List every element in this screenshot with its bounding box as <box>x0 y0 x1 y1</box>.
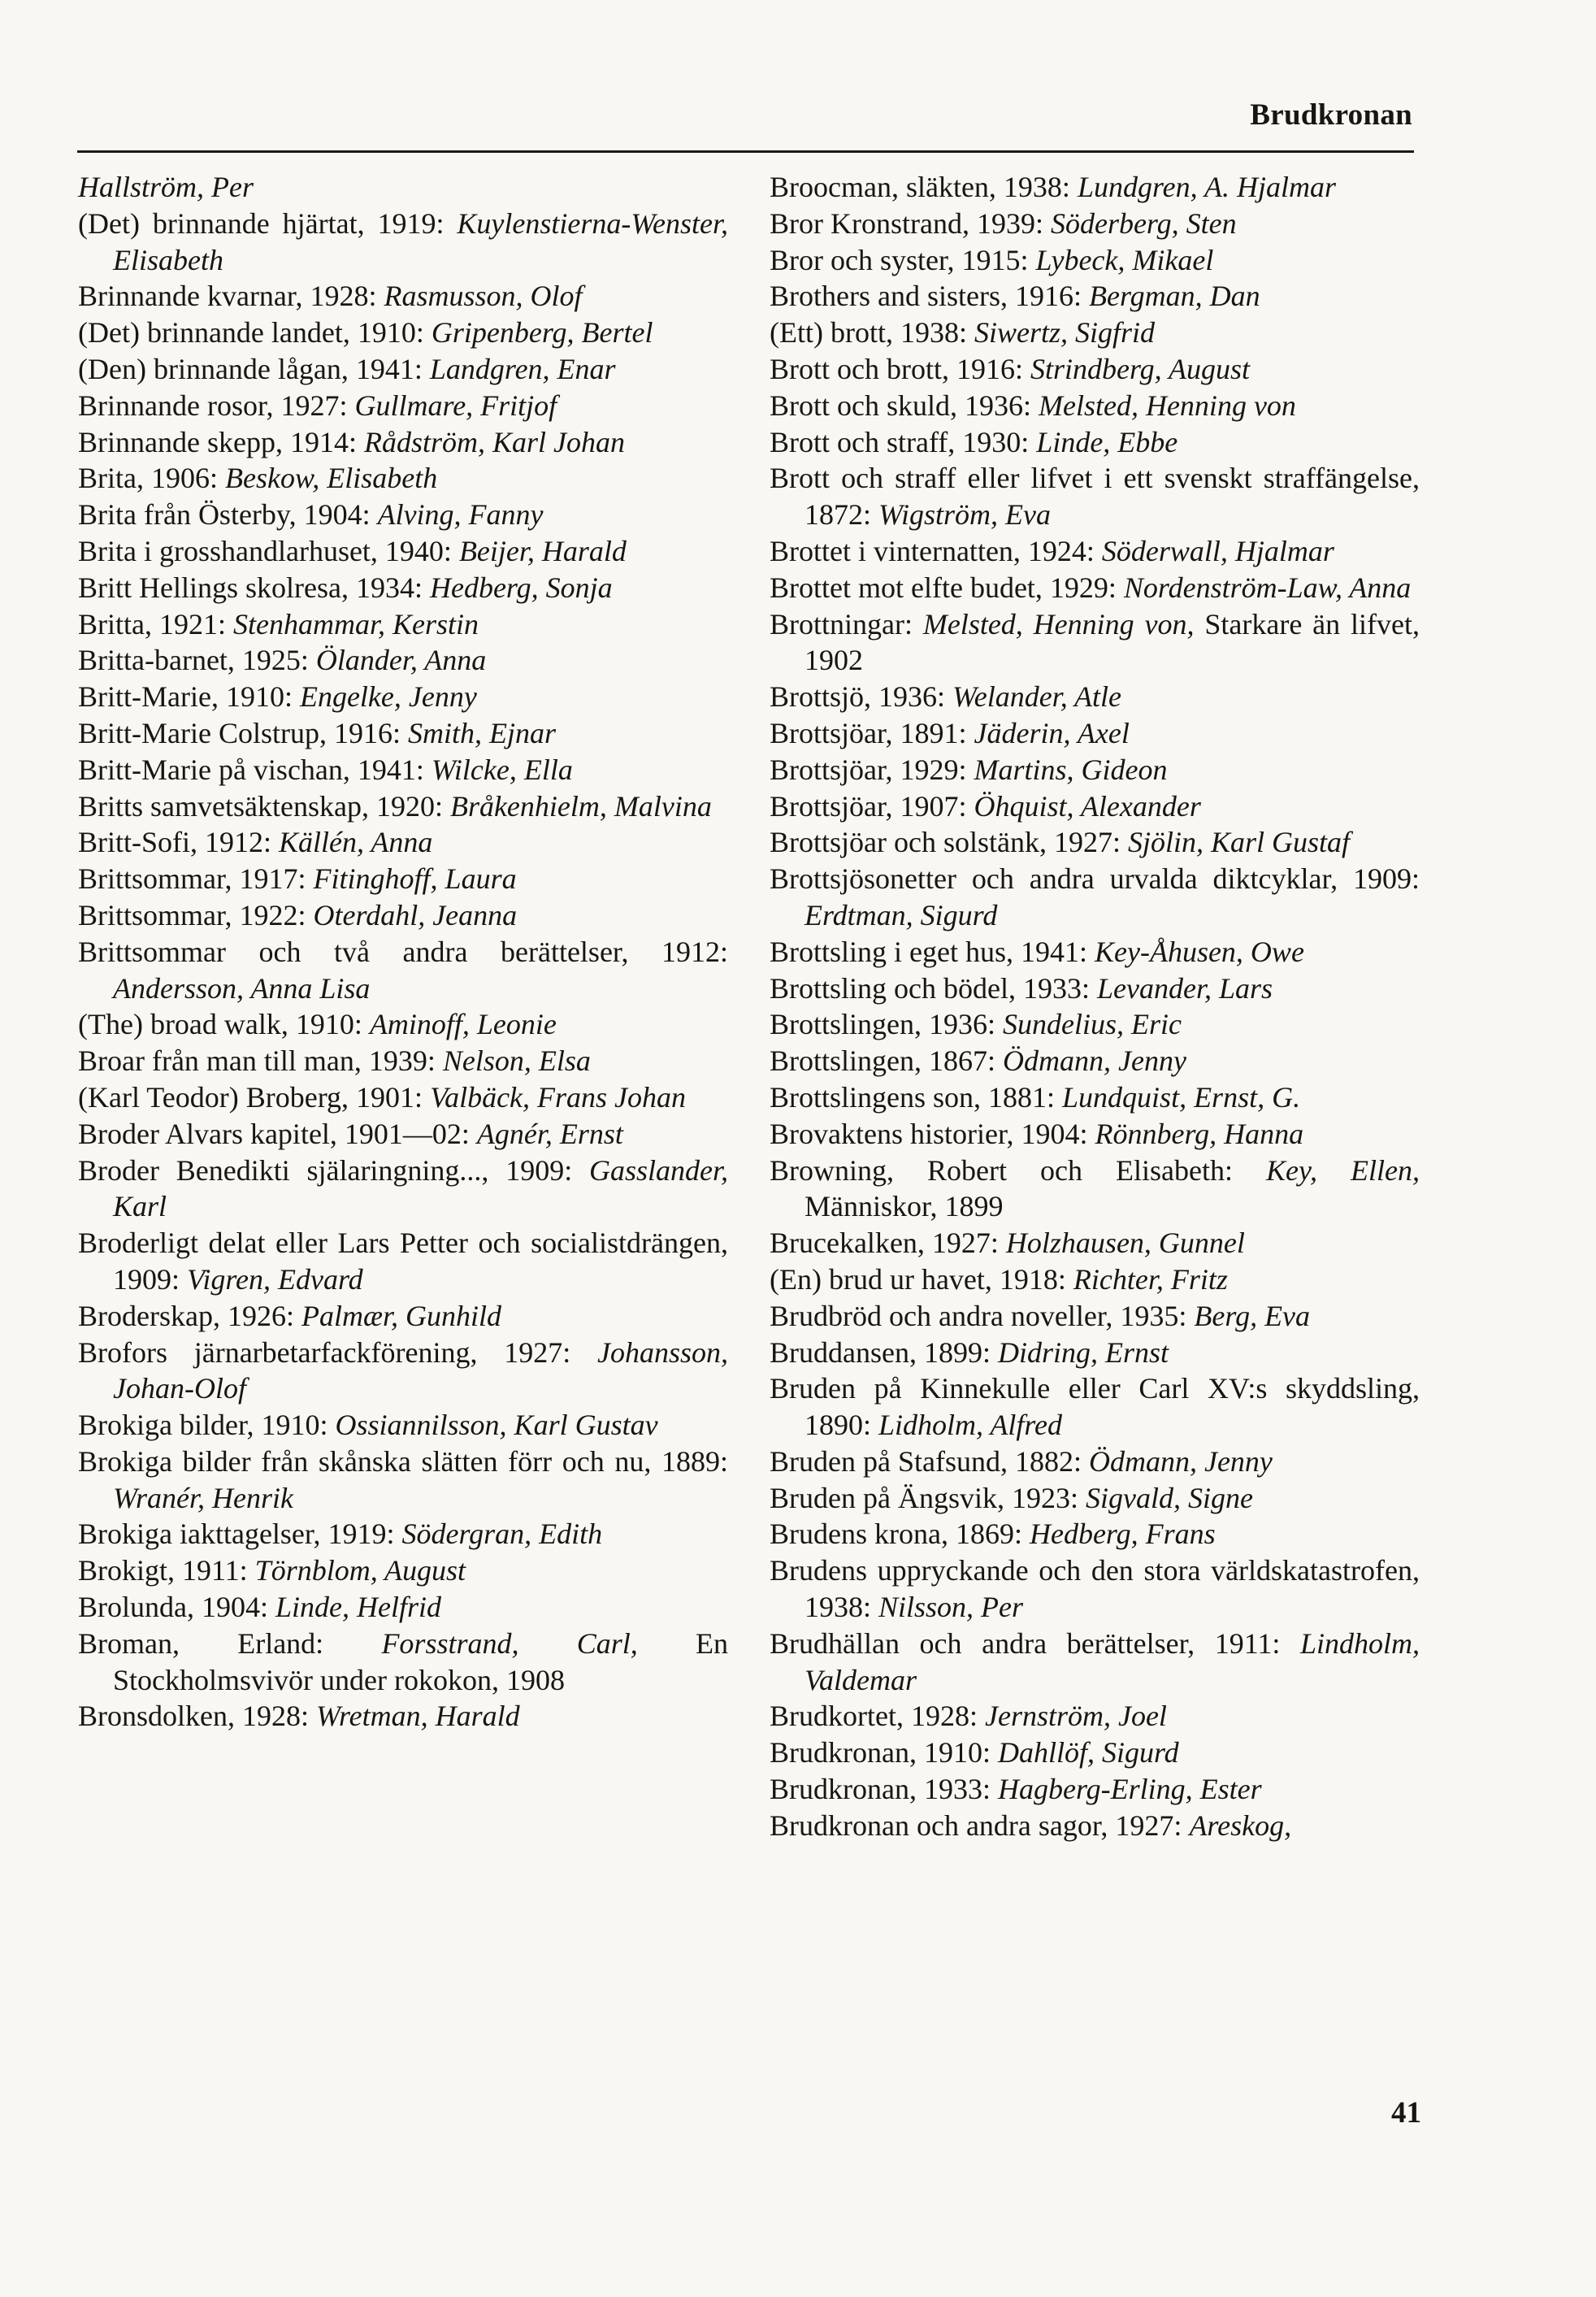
index-entry <box>78 497 728 533</box>
entry-author: Beskow, Elisabeth <box>224 462 438 495</box>
entry-author: Linde, Helfrid <box>275 1591 441 1624</box>
index-entry <box>770 1698 1420 1735</box>
entry-author: Lybeck, Mikael <box>1035 243 1214 276</box>
entry-author: Key-Åhusen, Owe <box>1095 935 1304 968</box>
entry-author: Valbäck, Frans Johan <box>430 1080 687 1114</box>
entry-author: Ödmann, Jenny <box>1088 1444 1273 1478</box>
entry-note: Starkare än lifvet, 1902 <box>805 607 1420 677</box>
entry-author: Erdtman, Sigurd <box>805 898 998 931</box>
entry-author: Didring, Ernst <box>997 1335 1169 1369</box>
index-entry <box>770 1153 1420 1226</box>
index-entry <box>78 1116 728 1153</box>
entry-title: Brottsjö, 1936: <box>770 680 953 714</box>
entry-author: Sjölin, Karl Gustaf <box>1127 826 1351 859</box>
entry-title: Brottsjöar, 1907: <box>770 789 974 823</box>
entry-author: Johansson, Johan-Olof <box>113 1335 728 1405</box>
entry-title: Brudkronan, 1933: <box>770 1773 998 1806</box>
entry-title: (Ett) brott, 1938: <box>770 316 974 350</box>
entry-author: Richter, Fritz <box>1073 1262 1228 1296</box>
entry-author: Söderwall, Hjalmar <box>1101 534 1334 567</box>
index-entry <box>78 824 728 861</box>
index-entry <box>770 1225 1420 1261</box>
index-entry <box>770 1006 1420 1043</box>
entry-title: (Det) brinnande landet, 1910: <box>78 316 432 350</box>
entry-title: Broderskap, 1926: <box>78 1299 301 1332</box>
entry-author: Hedberg, Frans <box>1029 1518 1216 1551</box>
entry-title: Brottslingen, 1936: <box>770 1008 1003 1041</box>
index-entry <box>78 1589 728 1626</box>
entry-title: Brita, 1906: <box>78 462 225 495</box>
entry-author: Fitinghoff, Laura <box>313 862 517 896</box>
entry-author: Gullmare, Fritjof <box>354 389 557 422</box>
entry-title: Brittsommar, 1922: <box>78 898 314 931</box>
index-entry <box>770 533 1420 570</box>
entry-author: Lidholm, Alfred <box>878 1409 1063 1442</box>
entry-author: Holzhausen, Gunnel <box>1005 1227 1245 1260</box>
entry-title: Brudhällan och andra berättelser, 1911: <box>770 1626 1300 1660</box>
entry-author: Öhquist, Alexander <box>974 789 1201 823</box>
entry-title: Brudens uppryckande och den stora världskatastrofen, 1938: <box>770 1554 1420 1624</box>
entry-title: Broder Benedikti själaringning..., 1909: <box>78 1153 589 1187</box>
index-entry <box>770 1516 1420 1552</box>
index-entry <box>78 1516 728 1552</box>
entry-title: Britta, 1921: <box>78 607 233 640</box>
index-entry <box>78 1153 728 1226</box>
entry-author: Källén, Anna <box>279 826 433 859</box>
entry-author: Ölander, Anna <box>315 644 487 677</box>
entry-title: Browning, Robert och Elisabeth: <box>770 1153 1266 1187</box>
entry-author: Key, Ellen, <box>1266 1153 1420 1187</box>
entry-author: Hallström, Per <box>78 171 254 203</box>
index-entry <box>78 934 728 1007</box>
index-entry <box>770 206 1420 242</box>
index-entry <box>78 1444 728 1517</box>
entry-title: Brottet i vinternatten, 1924: <box>770 534 1102 567</box>
entry-author: Oterdahl, Jeanna <box>313 898 518 931</box>
entry-title: Brita från Österby, 1904: <box>78 498 378 532</box>
index-entry <box>78 1626 728 1699</box>
entry-title: Bror och syster, 1915: <box>770 243 1036 276</box>
entry-author: Söderberg, Sten <box>1050 206 1237 240</box>
entry-title: Bror Kronstrand, 1939: <box>770 206 1051 240</box>
entry-author: Wranér, Henrik <box>113 1481 293 1514</box>
entry-author: Melsted, Henning von, <box>922 607 1195 640</box>
entry-title: Brott och straff eller lifvet i ett svenskt straffängelse, 1872: <box>770 462 1420 532</box>
entry-note: Människor, 1899 <box>805 1190 1004 1223</box>
index-entry <box>78 1298 728 1335</box>
entry-title: Bruden på Ängsvik, 1923: <box>770 1481 1086 1514</box>
entry-title: Brudkronan och andra sagor, 1927: <box>770 1809 1190 1842</box>
index-entry <box>770 1808 1420 1844</box>
index-entry <box>770 460 1420 533</box>
index-entry <box>770 1735 1420 1771</box>
index-entry <box>770 424 1420 461</box>
index-entry <box>770 715 1420 752</box>
index-entry <box>78 315 728 351</box>
entry-title: Bronsdolken, 1928: <box>78 1700 316 1733</box>
entry-author: Palmær, Gunhild <box>301 1299 501 1332</box>
entry-title: Brudkronan, 1910: <box>770 1736 998 1769</box>
index-entry <box>770 242 1420 279</box>
entry-title: Brudkortet, 1928: <box>770 1700 985 1733</box>
header-rule <box>77 150 1414 153</box>
index-entry <box>78 460 728 497</box>
entry-author: Martins, Gideon <box>974 753 1168 786</box>
entry-author: Hagberg-Erling, Ester <box>997 1773 1262 1806</box>
index-entry <box>770 388 1420 424</box>
entry-author: Linde, Ebbe <box>1036 425 1178 458</box>
entry-author: Strindberg, August <box>1030 352 1251 385</box>
entry-author: Lundquist, Ernst, G. <box>1062 1080 1301 1114</box>
entry-title: Brottsjösonetter och andra urvalda diktcyklar, 1909: <box>770 862 1420 896</box>
entry-title: Brittsommar, 1917: <box>78 862 314 896</box>
index-entry <box>78 1552 728 1589</box>
index-entry <box>770 570 1420 606</box>
entry-author: Bråkenhielm, Malvina <box>449 789 712 823</box>
entry-author: Rasmusson, Olof <box>384 280 583 313</box>
entry-author: Smith, Ejnar <box>407 716 556 749</box>
index-entry <box>770 1626 1420 1699</box>
entry-author: Nelson, Elsa <box>442 1044 591 1078</box>
entry-author: Sigvald, Signe <box>1085 1481 1253 1514</box>
entry-title: Brokigt, 1911: <box>78 1554 255 1587</box>
entry-author: Gripenberg, Bertel <box>431 316 653 350</box>
entry-author: Aminoff, Leonie <box>369 1008 557 1041</box>
right-column <box>770 169 1420 1844</box>
index-entry <box>78 1006 728 1043</box>
entry-title: (The) broad walk, 1910: <box>78 1008 370 1041</box>
entry-author: Andersson, Anna Lisa <box>113 971 371 1005</box>
entry-title: Brudens krona, 1869: <box>770 1518 1030 1551</box>
index-entry <box>78 169 728 206</box>
entry-title: (Karl Teodor) Broberg, 1901: <box>78 1080 431 1114</box>
entry-title: Brudbröd och andra noveller, 1935: <box>770 1299 1195 1332</box>
index-entry <box>770 1116 1420 1153</box>
index-entry <box>78 1225 728 1298</box>
entry-title: Brita i grosshandlarhuset, 1940: <box>78 534 459 567</box>
index-entry <box>770 1370 1420 1444</box>
entry-note: En Stockholmsvivör under rokokon, 1908 <box>113 1626 728 1696</box>
entry-title: Brottsjöar och solstänk, 1927: <box>770 826 1128 859</box>
entry-title: Brottningar: <box>770 607 923 640</box>
index-entry <box>78 642 728 679</box>
index-entry <box>770 679 1420 715</box>
index-entry <box>770 752 1420 788</box>
index-entry <box>770 1552 1420 1626</box>
entry-author: Beijer, Harald <box>458 534 627 567</box>
entry-author: Lundgren, A. Hjalmar <box>1077 171 1336 203</box>
entry-title: Brokiga bilder, 1910: <box>78 1409 336 1442</box>
index-entry <box>770 1079 1420 1116</box>
entry-title: Brucekalken, 1927: <box>770 1227 1006 1260</box>
index-entry <box>770 1480 1420 1517</box>
entry-title: Brottsjöar, 1891: <box>770 716 974 749</box>
index-entry <box>770 278 1420 315</box>
index-entry <box>78 715 728 752</box>
entry-title: Brottslingens son, 1881: <box>770 1080 1063 1114</box>
index-entry <box>770 824 1420 861</box>
index-entry <box>78 533 728 570</box>
entry-author: Levander, Lars <box>1096 971 1273 1005</box>
entry-author: Nilsson, Per <box>878 1591 1024 1624</box>
entry-title: Brottsling i eget hus, 1941: <box>770 935 1095 968</box>
entry-author: Melsted, Henning von <box>1039 389 1296 422</box>
entry-author: Jernström, Joel <box>984 1700 1167 1733</box>
entry-author: Ossiannilsson, Karl Gustav <box>335 1409 658 1442</box>
entry-author: Welander, Atle <box>952 680 1122 714</box>
entry-title: Britta-barnet, 1925: <box>78 644 316 677</box>
index-entry <box>770 788 1420 825</box>
entry-author: Sundelius, Eric <box>1003 1008 1182 1041</box>
index-entry <box>78 1043 728 1079</box>
entry-title: Brott och brott, 1916: <box>770 352 1030 385</box>
index-entry <box>770 861 1420 934</box>
entry-author: Vigren, Edvard <box>187 1262 363 1296</box>
entry-title: Brokiga iakttagelser, 1919: <box>78 1518 402 1551</box>
index-entry <box>770 606 1420 680</box>
entry-author: Stenhammar, Kerstin <box>233 607 479 640</box>
entry-author: Dahllöf, Sigurd <box>997 1736 1179 1769</box>
entry-author: Engelke, Jenny <box>299 680 477 714</box>
entry-title: Brottsjöar, 1929: <box>770 753 974 786</box>
entry-title: Brott och skuld, 1936: <box>770 389 1039 422</box>
index-entry <box>770 1261 1420 1298</box>
entry-title: Britt-Marie på vischan, 1941: <box>78 753 432 786</box>
entry-title: Brottslingen, 1867: <box>770 1044 1003 1078</box>
index-entry <box>770 351 1420 388</box>
entry-author: Hedberg, Sonja <box>429 571 613 604</box>
index-entry <box>78 424 728 461</box>
entry-title: Bruden på Stafsund, 1882: <box>770 1444 1089 1478</box>
index-entry <box>770 169 1420 206</box>
index-entry <box>78 1698 728 1735</box>
entry-title: (Det) brinnande hjärtat, 1919: <box>78 206 458 240</box>
entry-title: Brofors järnarbetarfackförening, 1927: <box>78 1335 597 1369</box>
entry-title: Bruden på Kinnekulle eller Carl XV:s skyddsling, 1890: <box>770 1372 1420 1442</box>
index-entry <box>78 1335 728 1408</box>
entry-author: Areskog, <box>1189 1809 1292 1842</box>
index-entry <box>770 934 1420 970</box>
entry-title: Broocman, släkten, 1938: <box>770 171 1078 203</box>
entry-title: Brottet mot elfte budet, 1929: <box>770 571 1124 604</box>
left-column <box>78 169 728 1735</box>
index-entry <box>78 752 728 788</box>
entry-author: Lindholm, Valdemar <box>805 1626 1420 1696</box>
entry-author: Alving, Fanny <box>377 498 544 532</box>
entry-title: Bruddansen, 1899: <box>770 1335 998 1369</box>
entry-author: Nordenström-Law, Anna <box>1123 571 1412 604</box>
page-number: 41 <box>1391 2096 1421 2130</box>
entry-title: (En) brud ur havet, 1918: <box>770 1262 1073 1296</box>
entry-author: Kuylenstierna-Wenster, Elisabeth <box>113 206 728 276</box>
index-entry <box>78 1079 728 1116</box>
entry-title: Brott och straff, 1930: <box>770 425 1037 458</box>
entry-title: Brolunda, 1904: <box>78 1591 275 1624</box>
index-entry <box>78 206 728 279</box>
entry-author: Bergman, Dan <box>1088 280 1260 313</box>
entry-author: Rådström, Karl Johan <box>363 425 625 458</box>
index-entry <box>78 351 728 388</box>
index-entry <box>770 315 1420 351</box>
index-entry <box>78 388 728 424</box>
index-entry <box>770 970 1420 1007</box>
entry-title: Britt Hellings skolresa, 1934: <box>78 571 430 604</box>
entry-author: Landgren, Enar <box>429 352 616 385</box>
entry-title: Broman, Erland: <box>78 1626 382 1660</box>
index-entry <box>770 1771 1420 1808</box>
index-entry <box>770 1335 1420 1371</box>
index-entry <box>78 897 728 934</box>
entry-author: Wigström, Eva <box>878 498 1052 532</box>
entry-title: Brovaktens historier, 1904: <box>770 1117 1095 1150</box>
entry-author: Agnér, Ernst <box>476 1117 623 1150</box>
entry-author: Gasslander, Karl <box>113 1153 728 1223</box>
entry-title: Britts samvetsäktenskap, 1920: <box>78 789 450 823</box>
index-entry <box>78 570 728 606</box>
entry-title: Brinnande kvarnar, 1928: <box>78 280 384 313</box>
entry-title: Brothers and sisters, 1916: <box>770 280 1089 313</box>
entry-title: Brittsommar och två andra berättelser, 1912: <box>78 935 728 968</box>
entry-title: Brottsling och bödel, 1933: <box>770 971 1097 1005</box>
index-entry <box>78 606 728 643</box>
entry-author: Jäderin, Axel <box>974 716 1130 749</box>
entry-title: Britt-Marie Colstrup, 1916: <box>78 716 408 749</box>
index-entry <box>78 861 728 897</box>
entry-title: (Den) brinnande lågan, 1941: <box>78 352 430 385</box>
entry-title: Britt-Sofi, 1912: <box>78 826 280 859</box>
entry-title: Broder Alvars kapitel, 1901—02: <box>78 1117 477 1150</box>
entry-title: Britt-Marie, 1910: <box>78 680 300 714</box>
index-entry <box>78 1407 728 1444</box>
entry-title: Broar från man till man, 1939: <box>78 1044 443 1078</box>
entry-title: Brinnande rosor, 1927: <box>78 389 355 422</box>
index-entry <box>78 679 728 715</box>
entry-author: Södergran, Edith <box>401 1518 603 1551</box>
index-entry <box>78 788 728 825</box>
entry-author: Ödmann, Jenny <box>1003 1044 1186 1078</box>
entry-author: Wilcke, Ella <box>431 753 573 786</box>
index-entry <box>770 1444 1420 1480</box>
entry-author: Törnblom, August <box>254 1554 466 1587</box>
entry-title: Brinnande skepp, 1914: <box>78 425 364 458</box>
index-entry <box>770 1298 1420 1335</box>
entry-title: Brokiga bilder från skånska slätten förr och nu, 1889: <box>78 1444 728 1478</box>
index-entry <box>78 278 728 315</box>
entry-author: Rönnberg, Hanna <box>1095 1117 1304 1150</box>
entry-author: Siwertz, Sigfrid <box>974 316 1155 350</box>
running-head: Brudkronan <box>1250 98 1412 132</box>
entry-title: Broderligt delat eller Lars Petter och socialistdrängen, 1909: <box>78 1227 728 1296</box>
entry-author: Berg, Eva <box>1194 1299 1311 1332</box>
entry-author: Wretman, Harald <box>316 1700 520 1733</box>
entry-author: Forsstrand, Carl, <box>381 1626 638 1660</box>
index-entry <box>770 1043 1420 1079</box>
